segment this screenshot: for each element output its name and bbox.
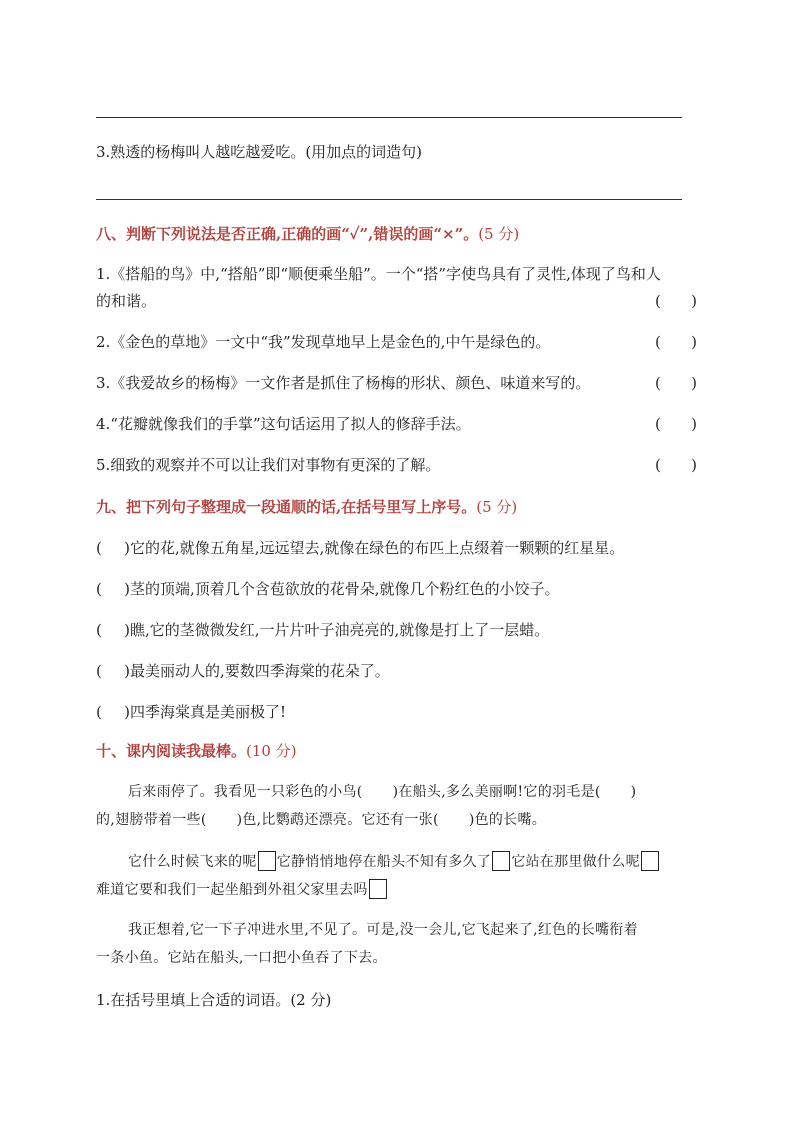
order-item-5 [96, 702, 286, 722]
section-10-title [96, 741, 297, 761]
punctuation-box-4[interactable] [369, 879, 387, 899]
section-8-title [96, 224, 519, 244]
order-answer-4[interactable]: ( ) [96, 662, 130, 680]
order-item-text: 最美丽动人的,要数四季海棠的花朵了。 [130, 662, 390, 680]
order-answer-1[interactable]: ( ) [96, 539, 130, 557]
paren-close: ) [124, 662, 130, 680]
passage-text: 难道它要和我们一起坐船到外祖父家里去吗 [96, 882, 368, 898]
paren-open: ( [655, 333, 661, 351]
passage-text: 它静悄悄地停在船头不知有多久了 [276, 854, 492, 870]
passage-text: )色,比鹦鹉还漂亮。它还有一张( [236, 812, 439, 828]
passage-text: 的,翅膀带着一些( [96, 812, 207, 828]
passage-p2-line-1 [128, 851, 660, 872]
paren-close: ) [124, 703, 130, 721]
section-10-title-text: 十、课内阅读我最棒。 [96, 742, 247, 760]
passage-text: )色的长嘴。 [468, 812, 547, 828]
order-answer-5[interactable]: ( ) [96, 703, 130, 721]
passage-text: ) [630, 784, 637, 800]
section-8-title-text: 八、判断下列说法是否正确,正确的画“✓”,错误的画“×”。 [96, 225, 479, 243]
passage-p3-line-1: 我正想着,它一下子冲进水里,不见了。可是,没一会儿,它飞起来了,红色的长嘴衔着 [128, 922, 638, 938]
order-item-2 [96, 579, 560, 599]
section-9-title-text: 九、把下列句子整理成一段通顺的话,在括号里写上序号。 [96, 498, 477, 516]
order-item-4 [96, 661, 390, 681]
judge-item-1-line-2: 的和谐。 [96, 292, 157, 310]
passage-p1-line-2 [96, 810, 546, 830]
paren-close: ) [691, 333, 697, 351]
paren-close: ) [691, 374, 697, 392]
passage-p1-line-1 [128, 782, 636, 802]
judge-item-2: 2.《金色的草地》一文中“我”发现草地早上是金色的,中午是绿色的。 [96, 333, 551, 351]
order-item-1 [96, 538, 624, 558]
passage-text: 它站在那里做什么呢 [511, 854, 640, 870]
paren-close: ) [124, 580, 130, 598]
paren-open: ( [655, 292, 661, 310]
paren-open: ( [655, 415, 661, 433]
paren-open: ( [655, 374, 661, 392]
order-item-text: 茎的顶端,顶着几个含苞欲放的花骨朵,就像几个粉红色的小饺子。 [130, 580, 560, 598]
passage-text: 后来雨停了。我看见一只彩色的小鸟( [128, 784, 363, 800]
judge-item-1-line-1: 1.《搭船的鸟》中,“搭船”即“顺便乘坐船”。一个“搭”字使鸟具有了灵性,体现了鸟和人 [96, 265, 661, 283]
order-answer-3[interactable]: ( ) [96, 621, 130, 639]
order-item-text: 瞧,它的茎微微发红,一片片叶子油亮亮的,就像是打上了一层蜡。 [130, 621, 550, 639]
paren-open: ( [655, 456, 661, 474]
judge-item-5: 5.细致的观察并不可以让我们对事物有更深的了解。 [96, 456, 441, 474]
paren-close: ) [691, 415, 697, 433]
answer-line-1 [96, 117, 682, 118]
passage-p2-line-2 [96, 879, 388, 900]
order-item-text: 它的花,就像五角星,远远望去,就像在绿色的布匹上点缀着一颗颗的红星星。 [130, 539, 625, 557]
question-3-sentence: 3.熟透的杨梅叫人越吃越爱吃。(用加点的词造句) [96, 143, 423, 161]
order-item-text: 四季海棠真是美丽极了! [130, 703, 287, 721]
punctuation-box-2[interactable] [492, 851, 510, 871]
passage-text: 它什么时候飞来的呢 [128, 854, 257, 870]
paren-close: ) [691, 456, 697, 474]
passage-text: )在船头,多么美丽啊!它的羽毛是( [392, 784, 601, 800]
paren-close: ) [691, 292, 697, 310]
section-9-title [96, 497, 517, 517]
judge-item-4: 4.“花瓣就像我们的手掌”这句话运用了拟人的修辞手法。 [96, 415, 471, 433]
punctuation-box-1[interactable] [258, 851, 276, 871]
passage-p3-line-2: 一条小鱼。它站在船头,一口把小鱼吞了下去。 [96, 950, 387, 966]
paren-close: ) [124, 539, 130, 557]
judge-item-3: 3.《我爱故乡的杨梅》一文作者是抓住了杨梅的形状、颜色、味道来写的。 [96, 374, 591, 392]
section-9-points: (5 分) [476, 498, 518, 516]
paren-close: ) [124, 621, 130, 639]
punctuation-box-3[interactable] [641, 851, 659, 871]
order-answer-2[interactable]: ( ) [96, 580, 130, 598]
section-10-points: (10 分) [246, 742, 297, 760]
answer-line-2 [96, 199, 682, 200]
order-item-3 [96, 620, 549, 640]
section-8-points: (5 分) [478, 225, 520, 243]
section-10-question-1: 1.在括号里填上合适的词语。(2 分) [96, 991, 332, 1009]
